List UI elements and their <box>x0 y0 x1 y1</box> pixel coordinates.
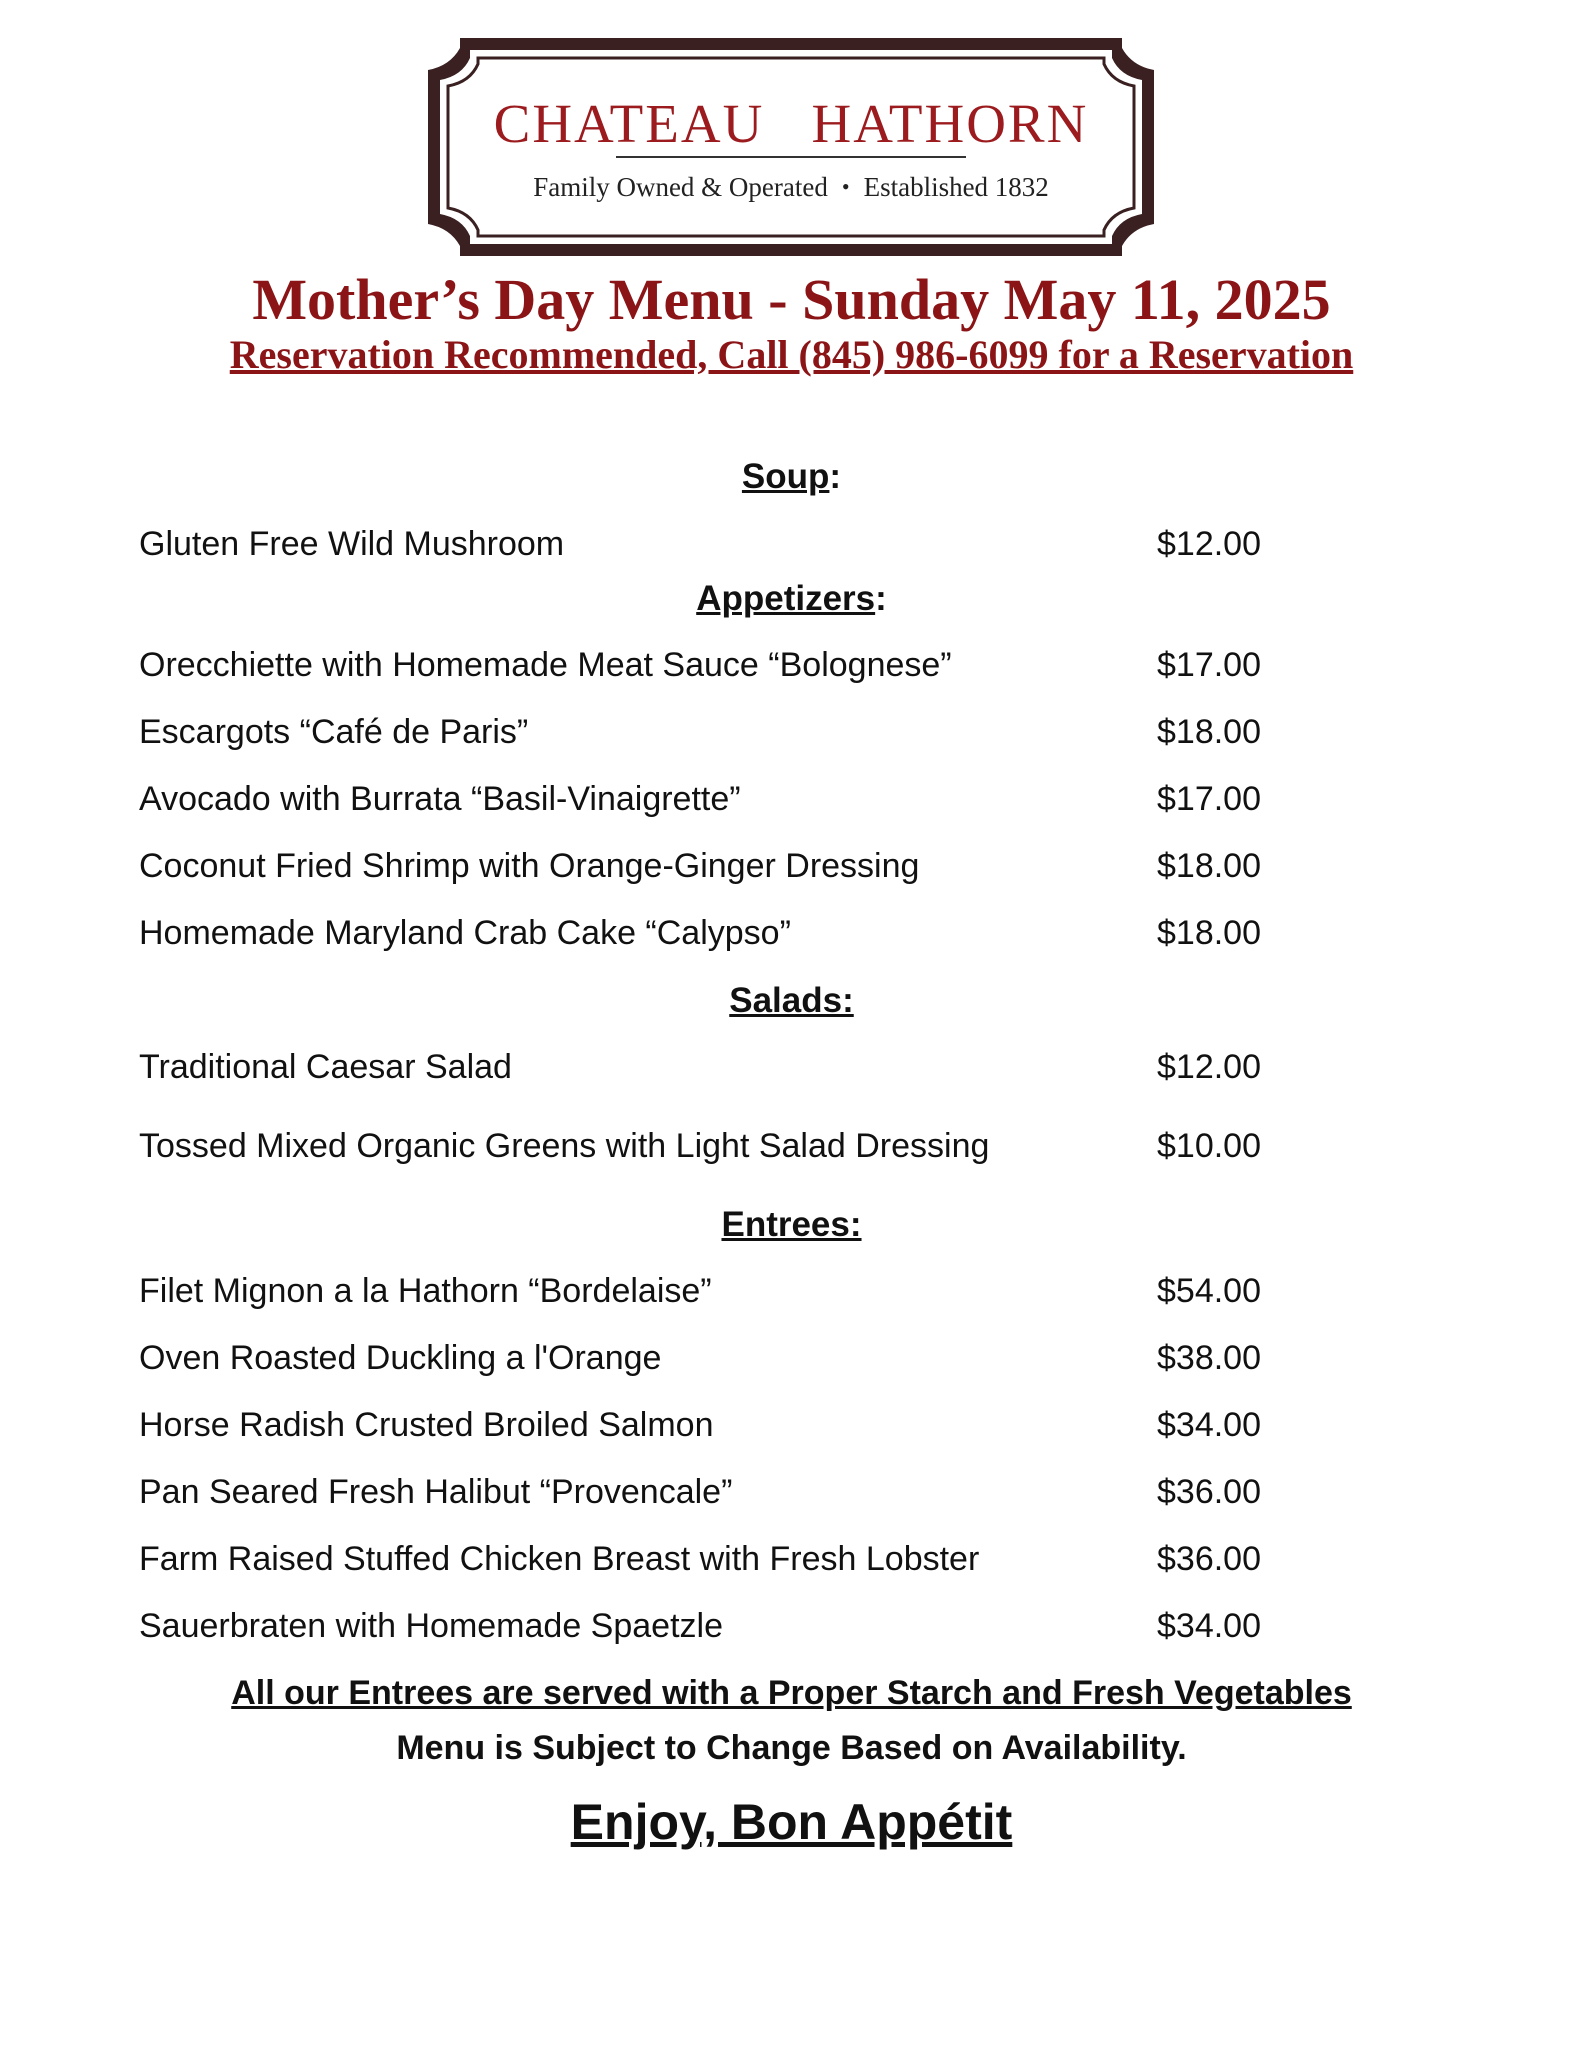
menu-item-price: $17.00 <box>1157 646 1261 684</box>
menu-item-name: Filet Mignon a la Hathorn “Bordelaise” <box>139 1272 712 1310</box>
menu-item-price: $18.00 <box>1157 914 1261 952</box>
menu-item-name: Traditional Caesar Salad <box>139 1048 512 1086</box>
menu-item-name: Avocado with Burrata “Basil-Vinaigrette” <box>139 780 741 818</box>
menu-item-price: $54.00 <box>1157 1272 1261 1310</box>
menu-item-price: $36.00 <box>1157 1540 1261 1578</box>
menu-item-price: $17.00 <box>1157 780 1261 818</box>
menu-headline: Mother’s Day Menu - Sunday May 11, 2025 <box>252 267 1331 332</box>
menu-item-name: Homemade Maryland Crab Cake “Calypso” <box>139 914 791 952</box>
tagline-established: Established 1832 <box>863 172 1049 202</box>
menu-item-name: Orecchiette with Homemade Meat Sauce “Bolognese” <box>139 646 952 684</box>
menu-item-price: $18.00 <box>1157 713 1261 751</box>
logo-name: CHATEAU HATHORN <box>493 93 1089 154</box>
logo-tagline <box>426 172 1156 203</box>
tagline-separator: • <box>841 174 850 199</box>
menu-item-price: $38.00 <box>1157 1339 1261 1377</box>
menu-item-name: Gluten Free Wild Mushroom <box>139 525 565 563</box>
menu-item-name: Farm Raised Stuffed Chicken Breast with Fresh Lobster <box>139 1540 980 1578</box>
logo-divider <box>616 156 966 158</box>
menu-item-price: $12.00 <box>1157 1048 1261 1086</box>
section-title-soup: Soup: <box>741 457 842 496</box>
menu-item-name: Oven Roasted Duckling a l'Orange <box>139 1339 662 1377</box>
menu-item-name: Sauerbraten with Homemade Spaetzle <box>139 1607 723 1645</box>
menu-item-price: $34.00 <box>1157 1607 1261 1645</box>
menu-item-price: $18.00 <box>1157 847 1261 885</box>
menu-item-name: Tossed Mixed Organic Greens with Light Salad Dressing <box>139 1127 990 1165</box>
section-title-entrees: Entrees: <box>721 1205 862 1244</box>
section-title-salads: Salads: <box>729 981 854 1020</box>
entrees-served-note: All our Entrees are served with a Proper Starch and Fresh Vegetables <box>231 1674 1352 1712</box>
menu-item-price: $12.00 <box>1157 525 1261 563</box>
tagline-family: Family Owned & Operated <box>533 172 828 202</box>
menu-item-price: $36.00 <box>1157 1473 1261 1511</box>
menu-item-price: $10.00 <box>1157 1127 1261 1165</box>
menu-item-name: Escargots “Café de Paris” <box>139 713 529 751</box>
menu-item-name: Pan Seared Fresh Halibut “Provencale” <box>139 1473 733 1511</box>
restaurant-logo <box>426 36 1156 258</box>
reservation-line: Reservation Recommended, Call (845) 986-6099 for a Reservation <box>229 332 1354 377</box>
availability-note: Menu is Subject to Change Based on Availability. <box>396 1729 1187 1767</box>
bon-appetit: Enjoy, Bon Appétit <box>570 1794 1013 1850</box>
menu-item-price: $34.00 <box>1157 1406 1261 1444</box>
section-title-appetizers: Appetizers: <box>696 579 887 618</box>
menu-item-name: Horse Radish Crusted Broiled Salmon <box>139 1406 714 1444</box>
menu-item-name: Coconut Fried Shrimp with Orange-Ginger Dressing <box>139 847 920 885</box>
